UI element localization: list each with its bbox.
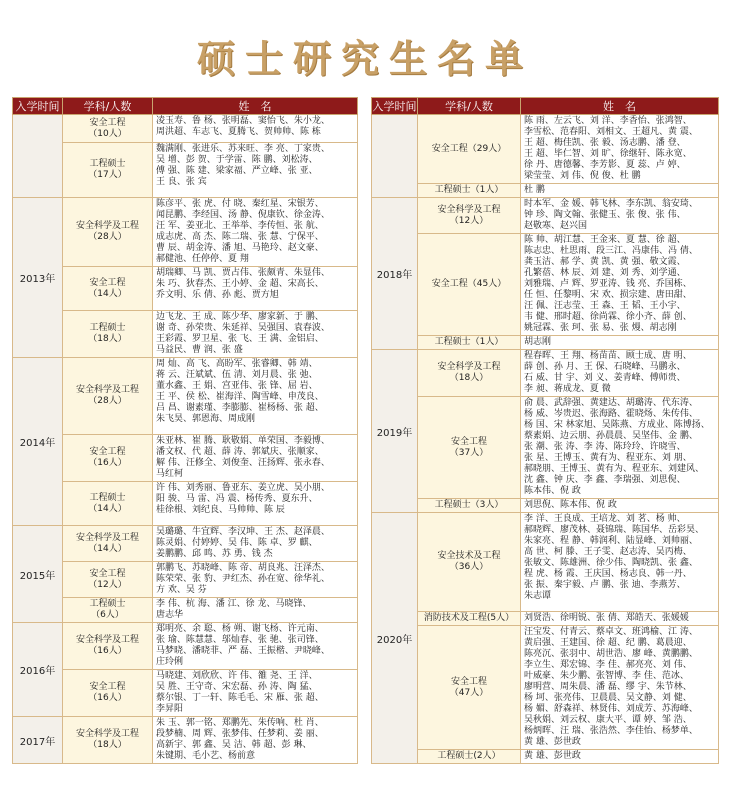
student-names: 俞 晨、武辞强、黄建达、胡璐涛、代东涛、 杨 威、岑贵迟、张海路、霍晓炀、朱传伟、 杨 国、宋 林家旭、吴陈燕、方成业、陈博扬、 蔡素娟、边云朋、孙晨晨、吴坚伟、金 鹏、 张 潮、张 涛、李 涛、陈玲玲、许晓雪、 张 星、王博玉、黄有为、程亚东、刘 朋、 郝晓朋、王博玉、黄有为、程亚东、刘建风、 沈 鑫、钟 庆、李 鑫、李瑞强、刘思倪、 陈本伟、倪 政 (521, 397, 719, 499)
student-names: 郑明亮、余 聪、杨 朔、谢飞杨、许元南、 张 瑜、陈慧慧、邬灿春、张 驰、张司锋、 马梦晓、潘晓菲、严 磊、王振楷、尹晓峰、 庄玲俐 (153, 623, 358, 670)
student-names: 时本军、金 媛、韩飞林、李东凯、翁安琦、 钟 珍、陶文翰、张健玉、张 俊、张 伟、 赵敬寒、赵兴国 (521, 198, 719, 234)
student-names: 黄 雄、彭世政 (521, 750, 719, 764)
subject-cell (418, 750, 521, 764)
subject-label: 安全工程（45人） (431, 279, 507, 289)
subject-label: （37人） (449, 447, 489, 458)
student-names: 程春晖、王 翔、杨苗苗、顾士成、唐 明、 薛 创、孙 月、王 保、石晓峰、马鹏永、 石 威、甘 宇、刘 义、姜青峰、傅师贵、 李 昶、蒋成龙、夏 微 (521, 350, 719, 397)
subject-label: （6人） (91, 610, 124, 620)
table-row (13, 198, 358, 267)
table-row (372, 234, 719, 336)
subject-label: （36人） (449, 562, 489, 572)
subject-cell (63, 717, 153, 764)
table-row (13, 623, 358, 670)
subject-cell (63, 267, 153, 311)
subject-label: 安全工程（29人） (431, 143, 507, 154)
student-names: 许 伟、刘秀丽、鲁亚东、姜立虎、吴小朋、 阳 骏、马 雷、冯 震、杨传秀、夏东升、 桂徐根、刘纪良、马帅帅、陈 辰 (153, 482, 358, 526)
right-roster-table (371, 97, 719, 764)
subject-label: 安全工程 (89, 682, 126, 692)
subject-cell (418, 234, 521, 336)
table-row (13, 717, 358, 764)
subject-label: 安全科学及工程 (75, 385, 139, 395)
table-row (372, 499, 719, 513)
enrollment-year: 2013年 (13, 198, 63, 358)
table-row (372, 115, 719, 184)
table-row (372, 350, 719, 397)
table-row (13, 311, 358, 358)
table-row (372, 397, 719, 499)
subject-label: （16人） (88, 693, 127, 703)
enrollment-year: 2017年 (13, 717, 63, 764)
subject-label: （18人） (88, 334, 127, 344)
student-names: 刘思倪、陈本伟、倪 政 (521, 499, 719, 513)
subject-label: 工程硕士 (89, 159, 126, 169)
page-title: 硕士研究生名单 (196, 36, 533, 81)
subject-label: （17人） (88, 170, 127, 180)
student-names: 马晓建、刘欣欣、许 伟、雒 尧、王 洋、 吴 胜、王守奇、宋宏磊、孙 涛、陶 猛、 蔡尔银、丁一轩、陈毛毛、宋 雁、张 超、 李昇阳 (153, 670, 358, 717)
enrollment-year: 2014年 (13, 358, 63, 526)
subject-label: 安全工程 (89, 447, 126, 457)
subject-label: 安全科学及工程 (75, 729, 139, 739)
subject-label: （12人） (88, 579, 127, 590)
enrollment-year (13, 115, 63, 198)
subject-cell (63, 435, 153, 482)
header-year: 入学时间 (372, 98, 418, 115)
table-row (13, 526, 358, 562)
enrollment-year: 2018年 (372, 198, 418, 350)
student-names: 李 伟、杭 海、潘 江、徐 龙、马晓锋、 唐志华 (153, 598, 358, 623)
subject-label: 安全科学及工程 (75, 221, 139, 231)
table-row (372, 513, 719, 612)
subject-cell (418, 499, 521, 513)
student-names: 边飞龙、王 成、陈少华、廖家新、于 鹏、 谢 奇、孙荣贵、朱延祥、吴强国、袁春波、 王彩霞、罗卫星、张 飞、王 满、金铝启、 马益民、曹 润、张 盛 (153, 311, 358, 358)
subject-label: （18人） (449, 373, 489, 383)
student-names: 朱 玉、郭一铭、郑鹏先、朱传响、杜 肖、 段梦楠、周 辉、张梦伟、任梦莉、姜 丽、 高新宇、郭 鑫、吴 洁、韩 超、彭 琳、 朱键期、毛小艺、杨前意 (153, 717, 358, 764)
student-names: 胡志刚 (521, 336, 719, 350)
student-names: 李 洋、王良成、王培龙、刘 茗、杨 帅、 郝晓辉、廖茂林、聂锦瑞、陈国华、岳彩昊、 朱家亮、程 静、韩润利、陆显峰、刘帅丽、 高 世、柯 滕、王子雯、赵志涛、吴丙梅、 张敏文、陈雄洲、徐少伟、陶晓凯、张 鑫、 程 虎、杨 霞、王庆国、杨志良、韩一丹、 张 振、秦宇毅、卢 鹏、张 迪、李燕芳、 朱志谭 (521, 513, 719, 612)
subject-label: （14人） (88, 503, 127, 514)
table-row (13, 115, 358, 143)
table-row (13, 435, 358, 482)
subject-cell (418, 115, 521, 184)
subject-label: 消防技术及工程(5人） (423, 613, 515, 623)
subject-cell (63, 598, 153, 623)
table-row (372, 336, 719, 350)
subject-label: （28人） (88, 232, 127, 242)
enrollment-year (372, 115, 418, 198)
subject-cell (63, 562, 153, 598)
subject-cell (418, 198, 521, 234)
subject-label: （16人） (88, 646, 127, 656)
subject-cell (63, 311, 153, 358)
table-row (13, 670, 358, 717)
subject-cell (63, 623, 153, 670)
subject-label: （16人） (88, 458, 127, 468)
subject-label: 安全工程 (89, 117, 126, 128)
subject-cell (63, 670, 153, 717)
student-names: 魏满刚、张进乐、苏来旺、李 亮、丁家贵、 吴 增、彭 贺、于学雷、陈 鹏、刘松涛、 傅 强、陈 建、梁家福、严立峰、张 亚、 王 良、张 宾 (153, 143, 358, 198)
student-names: 陈 雨、左云飞、刘 洋、李香怡、张鸿智、 李雪松、范春阳、刘相文、王超凡、黄 震、 王 超、梅佳凯、张 毅、汤志鹏、潘 登、 王 超、毕仁智、刘 旷、徐继轩、陈永宽、 徐 丹、唐德馨、李芳影、夏 蕊、卢 婷、 梁莹莹、刘 伟、倪 俊、杜 鹏 (521, 115, 719, 184)
table-row (372, 198, 719, 234)
student-names: 汪宝发、付青云、蔡卓文、班鸿榆、江 涛、 黄启强、王建国、徐 超、纪 鹏、葛晨迎、 陈亮沉、张羽中、胡世浩、廖 峰、黄鹏鹏、 李立生、郑宏锦、李 佳、郝亮亮、刘 伟、 叶威豪、朱少鹏、张智博、李 佳、范冰、 廖明营、周朱晨、潘 磊、缪 宇、朱节林、 杨 坷、张亮伟、卫晨晨、吴文静、刘 健、 杨 媚、舒森祥、林贤伟、刘成芳、苏海峰、 吴秋娟、刘云权、康大平、谭 婷、邹 浩、 杨炳晖、汪 瑞、张浩然、李佳怡、杨梦单、 黄 雄、彭世政 (521, 626, 719, 750)
subject-label: 工程硕士（3人） (434, 500, 504, 510)
student-names: 陈 帅、胡江慧、王金来、夏 慧、徐 超、 陈志忠、杜思雨、段三江、冯康伟、冯 倩、 龚玉洁、郝 学、黄 凯、黄 强、敬文霞、 孔繁蓓、林 辰、刘 建、刘 秀、刘学通、 刘雅瑞、卢 辉、罗亚涛、钱 亮、乔国栋、 任 恒、任黎明、宋 欢、损宗建、唐田甜、 汪 佩、汪志莹、王 森、王 韬、王小宇、 韦 健、邢时超、徐尚霖、徐小齐、薛 创、 姚冠霖、张 珂、张 易、张 熳、胡志刚 (521, 234, 719, 336)
table-header (13, 98, 358, 115)
subject-label: 安全工程 (450, 436, 487, 447)
subject-cell (418, 350, 521, 397)
subject-cell (63, 526, 153, 562)
table-row (13, 598, 358, 623)
header-names: 姓 名 (153, 98, 358, 115)
subject-label: （10人） (88, 128, 127, 139)
subject-cell (63, 198, 153, 267)
subject-cell (63, 115, 153, 143)
left-roster-table (12, 97, 358, 764)
student-names: 吴璐璐、牛宜辉、李汉坤、王 杰、赵泽晨、 陈灵娟、付婷婷、吴 伟、陈 卓、罗 麒、 姜鹏鹏、邱 鸣、苏 勇、钱 杰 (153, 526, 358, 562)
subject-label: 安全工程 (89, 568, 126, 579)
student-names: 朱亚林、崔 腾、耿敬娟、单荣国、李毅博、 潘文权、代 超、薛 涛、郭斌庆、张顺家、 解 伟、汪修全、刘俊奎、汪扬辉、张永春、 马红柯 (153, 435, 358, 482)
header-subject: 学科/人数 (63, 98, 153, 115)
header-year: 入学时间 (13, 98, 63, 115)
subject-label: 安全科学及工程 (75, 532, 139, 543)
table-row (372, 750, 719, 764)
subject-cell (63, 482, 153, 526)
table-row (13, 143, 358, 198)
subject-label: （14人） (88, 543, 127, 554)
enrollment-year: 2016年 (13, 623, 63, 717)
table-row (13, 562, 358, 598)
subject-label: 安全科学及工程 (437, 204, 501, 215)
subject-label: （12人） (449, 215, 489, 226)
table-row (372, 626, 719, 750)
header-names: 姓 名 (521, 98, 719, 115)
student-names: 杜 鹏 (521, 184, 719, 198)
subject-label: 安全工程 (450, 676, 487, 687)
subject-cell (63, 358, 153, 435)
subject-cell (418, 513, 521, 612)
subject-label: （18人） (88, 740, 127, 750)
enrollment-year: 2020年 (372, 513, 418, 764)
table-header (372, 98, 719, 115)
table-row (372, 184, 719, 198)
subject-label: 工程硕士（1人） (434, 337, 504, 347)
subject-label: 工程硕士（1人） (434, 185, 504, 195)
student-names: 刘贤浩、徐明锐、张 倩、郑皓天、张媛媛 (521, 612, 719, 626)
student-names: 周 灿、高 飞、高盼军、张睿卿、韩 靖、 蒋 云、汪斌斌、伍 清、刘月晨、张 弛、 董水鑫、王 娟、宫亚伟、张 锋、屈 岩、 王 平、侯 松、崔海洋、陶雪峰、申茂良、 吕 昌、谢素瑾、李膨膨、崔杨杨、张 超、 朱飞昊、郭恩海、周成刚 (153, 358, 358, 435)
subject-cell (418, 184, 521, 198)
subject-cell (418, 336, 521, 350)
table-row (13, 482, 358, 526)
subject-label: 安全科学及工程 (75, 635, 139, 645)
table-row (372, 612, 719, 626)
subject-label: （14人） (88, 288, 127, 299)
subject-cell (63, 143, 153, 198)
header-subject: 学科/人数 (418, 98, 521, 115)
student-names: 郭鹏飞、苏晓峰、陈 帝、胡良兆、汪泽杰、 陈荣荣、张 豹、尹红杰、孙在宽、徐华礼、 方 欢、吴 芬 (153, 562, 358, 598)
student-names: 凌玉寿、鲁 杨、张明磊、窦怡飞、朱小龙、 周洪超、车志飞、夏腾飞、贺帅帅、陈 栋 (153, 115, 358, 143)
subject-label: 安全科学及工程 (437, 362, 501, 372)
table-row (13, 267, 358, 311)
subject-label: （47人） (449, 687, 489, 698)
subject-cell (418, 612, 521, 626)
table-row (13, 358, 358, 435)
subject-label: 工程硕士 (89, 492, 126, 503)
subject-label: 工程硕士(2人） (437, 751, 501, 761)
subject-label: 工程硕士 (89, 599, 126, 609)
subject-label: 安全工程 (89, 277, 126, 288)
student-names: 胡瑞卿、马 凯、贾占伟、张颇青、朱显伟、 朱 巧、狄春杰、王小婷、金 超、宋高长、 乔文明、乐 倩、孙 彪、贾方旭 (153, 267, 358, 311)
subject-cell (418, 397, 521, 499)
subject-cell (418, 626, 521, 750)
enrollment-year: 2015年 (13, 526, 63, 623)
subject-label: 安全技术及工程 (437, 551, 501, 561)
student-names: 陈彦平、张 虎、付 晓、秦红星、宋银芳、 闻昆鹏、李经国、汤 静、倪康钦、徐金涛、 汪 军、姜亚北、王举举、李传恒、张 航、 成志虎、高 杰、陈二瑞、张 慧、宁保平、 曹 辰、胡金涛、潘 旭、马艳玲、赵文豪、 郝健池、任停停、夏 翔 (153, 198, 358, 267)
subject-label: 工程硕士 (89, 323, 126, 333)
enrollment-year: 2019年 (372, 350, 418, 513)
subject-label: （28人） (88, 396, 127, 406)
